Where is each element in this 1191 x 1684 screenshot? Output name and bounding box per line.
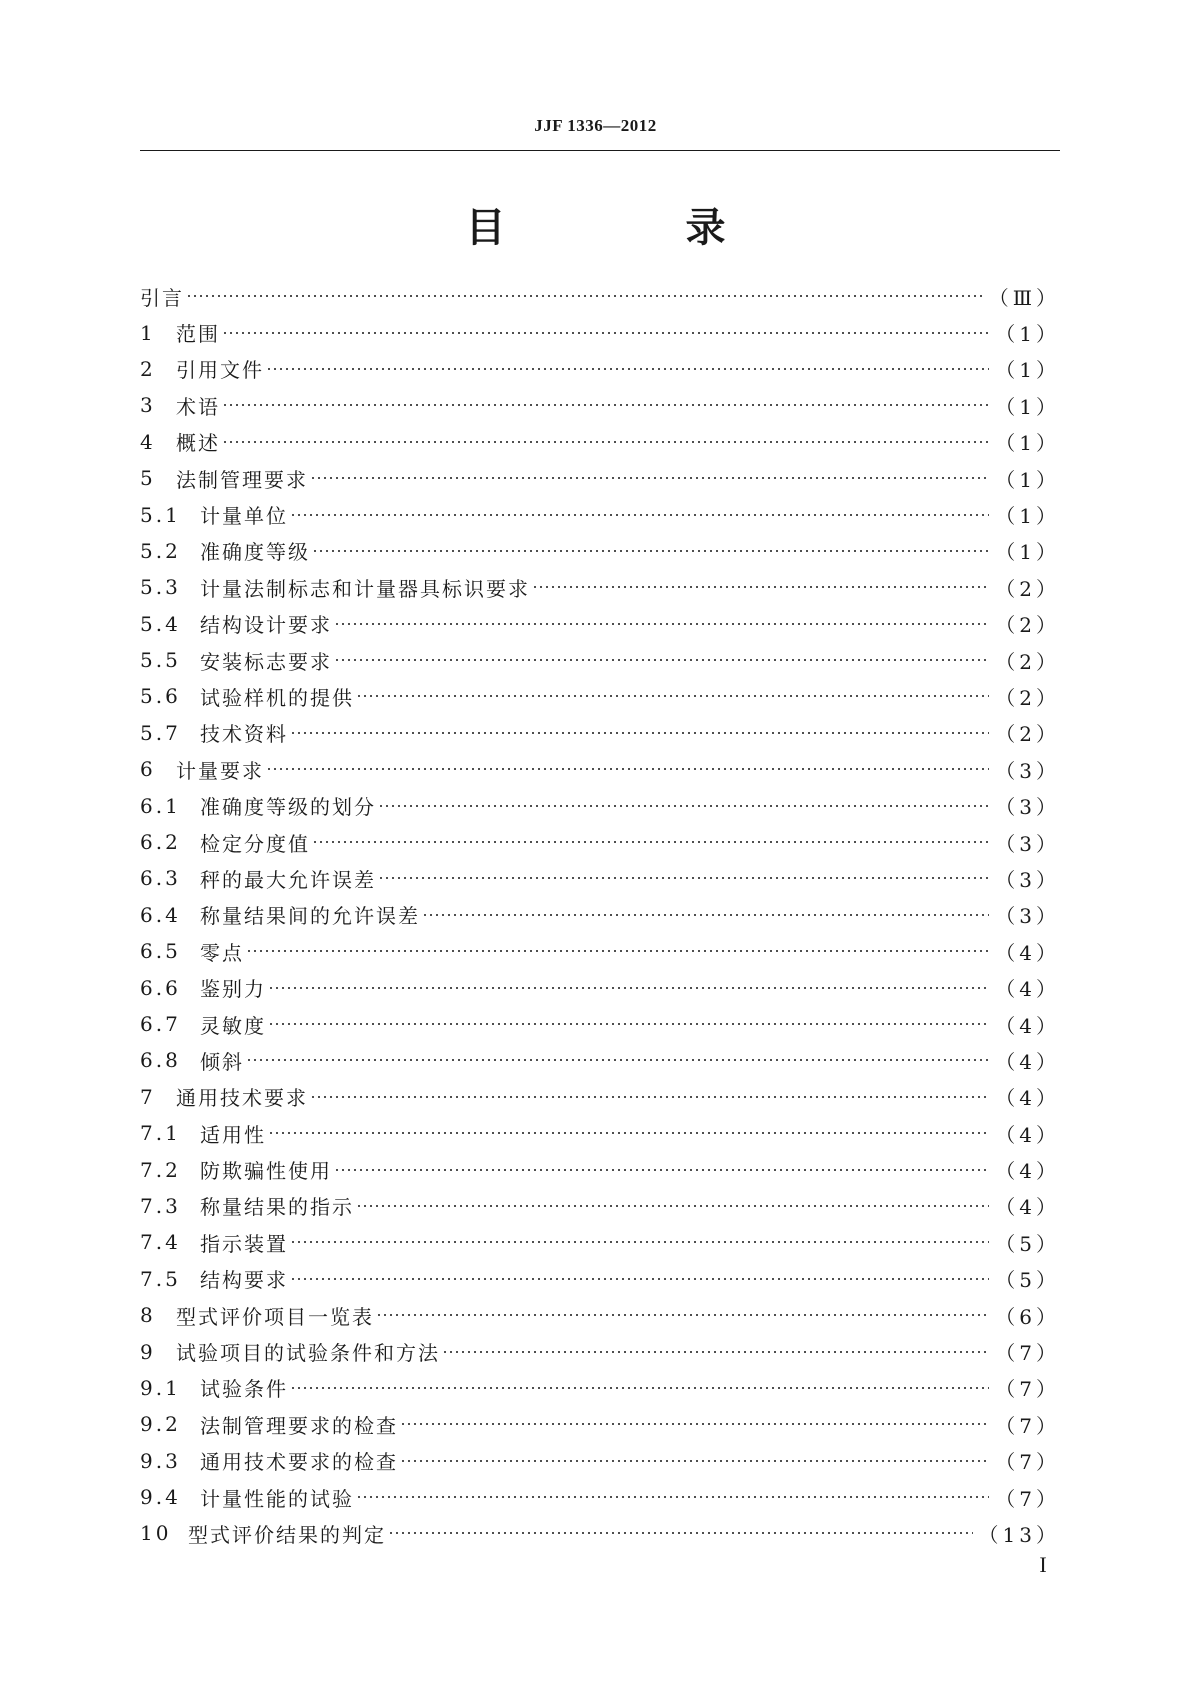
toc-entry[interactable] — [140, 533, 1060, 569]
toc-entry-label: 型式评价项目一览表 — [176, 1304, 374, 1329]
toc-entry-page: （7） — [995, 1341, 1060, 1366]
toc-entry-number: 7.4 — [140, 1230, 181, 1255]
toc-dot-leader — [400, 1458, 989, 1464]
toc-entry-label: 安装标志要求 — [200, 649, 332, 674]
toc-entry-page: （1） — [995, 358, 1060, 383]
toc-entry-page: （7） — [995, 1377, 1060, 1402]
toc-entry[interactable] — [140, 1443, 1060, 1479]
toc-dot-leader — [334, 1167, 989, 1173]
toc-entry-page: （1） — [995, 467, 1060, 492]
toc-dot-leader — [290, 1276, 989, 1282]
toc-entry[interactable] — [140, 860, 1060, 896]
toc-entry-label: 通用技术要求 — [176, 1086, 308, 1111]
toc-entry[interactable] — [140, 715, 1060, 751]
toc-entry-page: （1） — [995, 540, 1060, 565]
toc-dot-leader — [266, 766, 989, 772]
toc-dot-leader — [388, 1530, 973, 1536]
toc-entry-page: （1） — [995, 504, 1060, 529]
toc-dot-leader — [290, 1239, 989, 1245]
header-rule — [140, 150, 1060, 151]
toc-dot-leader — [246, 948, 989, 954]
toc-entry-label: 灵敏度 — [200, 1013, 266, 1038]
toc-entry[interactable] — [140, 787, 1060, 823]
toc-entry[interactable] — [140, 496, 1060, 532]
toc-entry-label: 称量结果的指示 — [200, 1195, 354, 1220]
toc-dot-leader — [312, 839, 989, 845]
toc-dot-leader — [290, 730, 989, 736]
toc-entry-label: 鉴别力 — [200, 977, 266, 1002]
toc-entry[interactable] — [140, 824, 1060, 860]
toc-entry[interactable] — [140, 678, 1060, 714]
toc-entry[interactable] — [140, 1115, 1060, 1151]
toc-dot-leader — [334, 621, 989, 627]
toc-entry-label: 倾斜 — [200, 1049, 244, 1074]
toc-entry[interactable] — [140, 1042, 1060, 1078]
toc-entry-label: 型式评价结果的判定 — [188, 1522, 386, 1547]
toc-entry-page: （3） — [995, 831, 1060, 856]
toc-entry-number: 7.2 — [140, 1157, 181, 1182]
toc-entry[interactable] — [140, 1006, 1060, 1042]
toc-entry-number: 5 — [140, 466, 156, 491]
toc-entry-label: 计量要求 — [176, 758, 264, 783]
toc-entry-number: 10 — [140, 1521, 172, 1546]
toc-dot-leader — [376, 1312, 989, 1318]
toc-entry-page: （2） — [995, 649, 1060, 674]
toc-entry-page: （4） — [995, 1159, 1060, 1184]
toc-dot-leader — [312, 548, 989, 554]
toc-entry-label: 准确度等级 — [200, 540, 310, 565]
toc-entry-number: 5.7 — [140, 720, 181, 745]
toc-entry-number: 4 — [140, 429, 156, 454]
toc-dot-leader — [310, 1094, 989, 1100]
toc-entry-number: 6.7 — [140, 1012, 181, 1036]
toc-entry-page: （4） — [995, 977, 1060, 1002]
toc-entry[interactable] — [140, 424, 1060, 460]
toc-entry[interactable] — [140, 1188, 1060, 1224]
toc-entry-label: 术语 — [176, 394, 220, 419]
toc-entry-label: 零点 — [200, 940, 244, 965]
toc-dot-leader — [222, 402, 989, 408]
toc-entry-label: 法制管理要求 — [176, 467, 308, 492]
toc-entry-page: （3） — [995, 867, 1060, 892]
toc-entry-number: 1 — [140, 320, 156, 345]
table-of-contents — [140, 278, 1060, 1552]
toc-entry-number: 7.3 — [140, 1193, 181, 1218]
toc-entry-number: 5.2 — [140, 538, 181, 563]
toc-dot-leader — [186, 293, 983, 299]
toc-entry[interactable] — [140, 1297, 1060, 1333]
toc-entry-label: 适用性 — [200, 1122, 266, 1147]
toc-entry-number: 5.6 — [140, 684, 181, 709]
toc-entry-page: （13） — [978, 1522, 1060, 1547]
page-title: 目 录 — [465, 205, 796, 251]
toc-entry-number: 8 — [140, 1303, 156, 1328]
toc-entry-page: （4） — [995, 1195, 1060, 1220]
toc-entry-label: 试验项目的试验条件和方法 — [176, 1341, 440, 1366]
toc-dot-leader — [246, 1057, 989, 1063]
toc-entry-number: 6 — [140, 757, 156, 782]
toc-entry[interactable] — [140, 1406, 1060, 1442]
toc-entry-page: （1） — [995, 322, 1060, 347]
toc-entry-number: 5.3 — [140, 575, 181, 600]
toc-entry-label: 称量结果间的允许误差 — [200, 904, 420, 929]
toc-dot-leader — [290, 512, 989, 518]
toc-dot-leader — [400, 1421, 989, 1427]
toc-entry-page: （4） — [995, 940, 1060, 965]
toc-entry-page: （7） — [995, 1450, 1060, 1475]
toc-entry-number: 7.5 — [140, 1266, 181, 1291]
toc-entry-number: 6.8 — [140, 1048, 181, 1073]
toc-entry[interactable] — [140, 1370, 1060, 1406]
toc-entry-page: （7） — [995, 1486, 1060, 1511]
toc-entry-number: 9.4 — [140, 1485, 181, 1510]
document-code-header: JJF 1336—2012 — [534, 116, 657, 135]
toc-dot-leader — [378, 803, 989, 809]
toc-entry-page: （5） — [995, 1268, 1060, 1293]
toc-entry-label: 计量法制标志和计量器具标识要求 — [200, 576, 530, 601]
toc-entry-page: （2） — [995, 685, 1060, 710]
toc-entry-page: （4） — [995, 1086, 1060, 1111]
toc-dot-leader — [266, 366, 989, 372]
toc-entry-page: （3） — [995, 795, 1060, 820]
toc-entry-number: 9.3 — [140, 1448, 181, 1473]
toc-dot-leader — [334, 657, 989, 663]
toc-entry[interactable] — [140, 314, 1060, 350]
toc-entry[interactable] — [140, 351, 1060, 387]
toc-entry-number: 9.2 — [140, 1412, 181, 1437]
toc-entry-label: 引用文件 — [176, 358, 264, 383]
toc-entry-page: （3） — [995, 904, 1060, 929]
toc-entry-label: 防欺骗性使用 — [200, 1159, 332, 1184]
toc-dot-leader — [268, 1130, 989, 1136]
toc-entry-label: 结构设计要求 — [200, 613, 332, 638]
page-number: I — [1039, 1552, 1047, 1577]
toc-dot-leader — [422, 912, 989, 918]
toc-entry-label: 法制管理要求的检查 — [200, 1413, 398, 1438]
toc-entry-number: 5.4 — [140, 611, 181, 636]
toc-entry[interactable] — [140, 897, 1060, 933]
toc-entry-page: （6） — [995, 1304, 1060, 1329]
toc-entry-number: 9 — [140, 1339, 156, 1364]
toc-entry-label: 通用技术要求的检查 — [200, 1450, 398, 1475]
toc-entry-page: （Ⅲ） — [988, 285, 1060, 310]
toc-entry[interactable] — [140, 751, 1060, 787]
toc-entry-number: 9.1 — [140, 1375, 181, 1400]
toc-entry[interactable] — [140, 569, 1060, 605]
toc-dot-leader — [356, 1203, 989, 1209]
toc-entry-label: 范围 — [176, 322, 220, 347]
toc-entry-page: （3） — [995, 758, 1060, 783]
toc-entry[interactable] — [140, 1333, 1060, 1369]
toc-entry-number: 7.1 — [140, 1121, 181, 1146]
toc-dot-leader — [356, 693, 989, 699]
toc-entry-page: （4） — [995, 1013, 1060, 1038]
toc-entry-number: 6.5 — [140, 939, 181, 964]
toc-entry-page: （2） — [995, 613, 1060, 638]
toc-entry[interactable] — [140, 1515, 1060, 1551]
toc-entry-label: 秤的最大允许误差 — [200, 867, 376, 892]
toc-entry-number: 6.3 — [140, 866, 181, 891]
toc-entry-label: 引言 — [140, 285, 184, 310]
toc-entry-page: （2） — [995, 722, 1060, 747]
toc-entry-label: 指示装置 — [200, 1231, 288, 1256]
toc-dot-leader — [356, 1494, 989, 1500]
toc-entry-page: （1） — [995, 394, 1060, 419]
toc-entry-page: （4） — [995, 1049, 1060, 1074]
toc-dot-leader — [290, 1385, 989, 1391]
toc-entry-number: 3 — [140, 393, 156, 418]
toc-entry[interactable] — [140, 1479, 1060, 1515]
toc-entry[interactable] — [140, 278, 1060, 314]
toc-entry[interactable] — [140, 606, 1060, 642]
toc-entry-number: 6.1 — [140, 793, 181, 818]
toc-entry-number: 6.2 — [140, 830, 181, 855]
toc-entry[interactable] — [140, 387, 1060, 423]
toc-entry-label: 试验条件 — [200, 1377, 288, 1402]
toc-dot-leader — [442, 1349, 989, 1355]
toc-entry-label: 准确度等级的划分 — [200, 795, 376, 820]
toc-dot-leader — [532, 584, 989, 590]
toc-entry-number: 5.5 — [140, 648, 181, 673]
toc-dot-leader — [268, 985, 989, 991]
toc-entry-label: 结构要求 — [200, 1268, 288, 1293]
toc-entry[interactable] — [140, 1151, 1060, 1187]
toc-entry-page: （1） — [995, 431, 1060, 456]
toc-entry[interactable] — [140, 642, 1060, 678]
toc-entry-page: （5） — [995, 1231, 1060, 1256]
toc-entry-label: 计量单位 — [200, 504, 288, 529]
toc-entry-page: （7） — [995, 1413, 1060, 1438]
toc-entry-label: 技术资料 — [200, 722, 288, 747]
toc-entry-label: 检定分度值 — [200, 831, 310, 856]
toc-dot-leader — [222, 330, 989, 336]
toc-entry[interactable] — [140, 933, 1060, 969]
toc-entry-page: （4） — [995, 1122, 1060, 1147]
toc-entry-number: 6.6 — [140, 975, 181, 1000]
toc-entry[interactable] — [140, 1261, 1060, 1297]
toc-entry[interactable] — [140, 1079, 1060, 1115]
toc-dot-leader — [268, 1021, 989, 1027]
toc-entry[interactable] — [140, 460, 1060, 496]
toc-entry-number: 6.4 — [140, 902, 181, 927]
toc-entry[interactable] — [140, 969, 1060, 1005]
toc-entry-number: 2 — [140, 356, 156, 381]
toc-dot-leader — [222, 439, 989, 445]
toc-entry-page: （2） — [995, 576, 1060, 601]
toc-entry-label: 计量性能的试验 — [200, 1486, 354, 1511]
toc-entry-label: 概述 — [176, 431, 220, 456]
toc-dot-leader — [310, 475, 989, 481]
toc-entry-label: 试验样机的提供 — [200, 685, 354, 710]
toc-dot-leader — [378, 875, 989, 881]
toc-entry-number: 5.1 — [140, 502, 181, 527]
toc-entry-number: 7 — [140, 1084, 156, 1109]
toc-entry[interactable] — [140, 1224, 1060, 1260]
